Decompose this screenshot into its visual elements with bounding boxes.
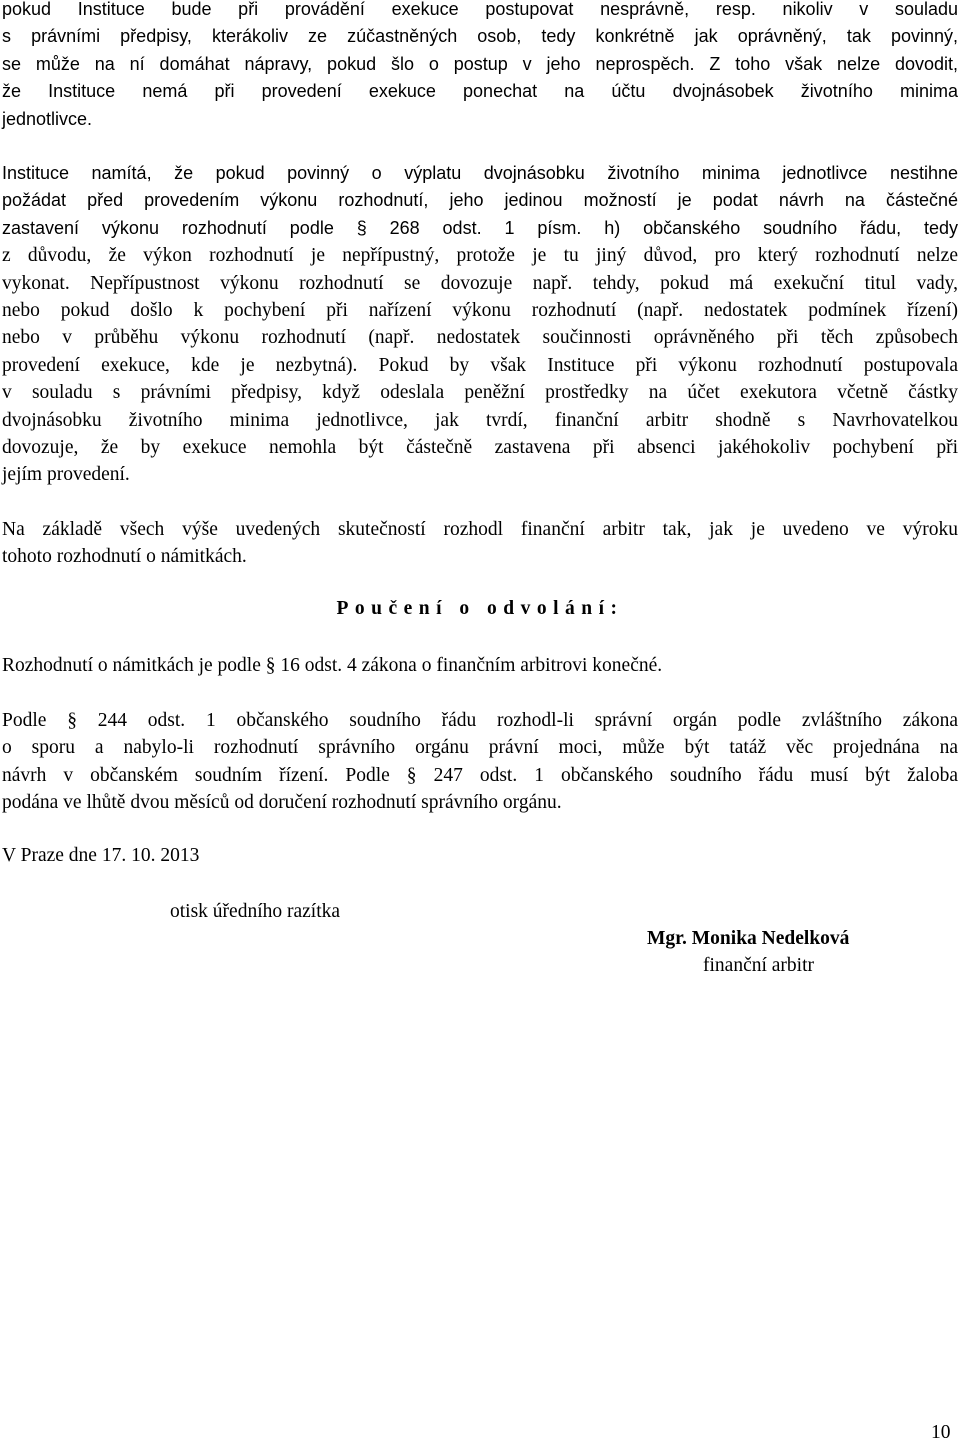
paragraph-zaloba (2, 707, 958, 817)
text-line: požádat před provedením výkonu rozhodnutí, jeho jedinou možností je podat návrh na částečné (2, 190, 958, 211)
text-line: návrh v občanském soudním řízení. Podle § 247 odst. 1 občanského soudního řádu musí být žaloba (2, 764, 958, 786)
text-line: tohoto rozhodnutí o námitkách. (2, 546, 247, 568)
stamp-placeholder: otisk úředního razítka (170, 901, 341, 922)
signer-name: Mgr. Monika Nedelková (647, 928, 850, 949)
text-line: Na základě všech výše uvedených skutečností rozhodl finanční arbitr tak, jak je uvedeno ve výroku (2, 519, 958, 540)
text-line: o sporu a nabylo-li rozhodnutí správního orgánu právní moci, může být tatáž věc projednána na (2, 737, 958, 759)
paragraph-instituce-postup (2, 0, 958, 133)
page-number: 10 (931, 1422, 951, 1443)
paragraph-konecnost (2, 652, 958, 679)
text-line: Podle § 244 odst. 1 občanského soudního řádu rozhodl-li správní orgán podle zvláštního zákona (2, 710, 958, 731)
text-line: zastavení výkonu rozhodnutí podle § 268 odst. 1 písm. h) občanského soudního řádu, tedy (2, 217, 958, 238)
text-line: Rozhodnutí o námitkách je podle § 16 odst. 4 zákona o finančním arbitrovi konečné. (2, 655, 663, 676)
text-line: jednotlivce. (2, 108, 93, 129)
text-line: v souladu s právními předpisy, když odeslala peněžní prostředky na účet exekutora včetně částky (2, 382, 958, 404)
text-line: Instituce namítá, že pokud povinný o výplatu dvojnásobku životního minima jednotlivce nestihne (2, 163, 958, 183)
document-date: V Praze dne 17. 10. 2013 (2, 845, 200, 866)
text-line: provedení exekuce, kde je nezbytná). Pokud by však Instituce při výkonu rozhodnutí postupovala (2, 354, 958, 376)
text-line: se může na ní domáhat nápravy, pokud šlo o postup v jeho neprospěch. Z toho však nelze dovodit, (2, 53, 958, 74)
text-line: podána ve lhůtě dvou měsíců od doručení rozhodnutí správního orgánu. (2, 792, 562, 814)
paragraph-instituce-namita (2, 160, 958, 489)
section-heading-pouceni: Poučení o odvolání: (336, 598, 624, 619)
signer-title: finanční arbitr (703, 955, 814, 976)
text-line: dovozuje, že by exekuce nemohla být částečně zastavena při absenci jakéhokoliv pochybení při (2, 436, 958, 458)
paragraph-zaver (2, 516, 958, 571)
text-line: pokud Instituce bude při provádění exekuce postupovat nesprávně, resp. nikoliv v souladu (2, 0, 958, 19)
text-line: nebo pokud došlo k pochybení při nařízení výkonu rozhodnutí (např. nedostatek podmínek řízení) (2, 299, 958, 321)
text-line: že Instituce nemá při provedení exekuce ponechat na účtu dvojnásobek životního minima (2, 81, 958, 102)
text-line: vykonat. Nepřípustnost výkonu rozhodnutí se dovozuje např. tehdy, pokud má exekuční titul vady, (2, 272, 958, 294)
text-line: z důvodu, že výkon rozhodnutí je nepřípustný, protože je tu jiný důvod, pro který rozhodnutí nelze (2, 245, 958, 267)
text-line: nebo v průběhu výkonu rozhodnutí (např. nedostatek součinnosti oprávněného při těch způsobech (2, 327, 958, 349)
text-line: jejím provedení. (2, 464, 130, 486)
text-line: s právními předpisy, kterákoliv ze zúčastněných osob, tedy konkrétně jak oprávněný, tak povinný, (2, 26, 958, 47)
text-line: dvojnásobku životního minima jednotlivce, jak tvrdí, finanční arbitr shodně s Navrhovatelkou (2, 409, 958, 431)
